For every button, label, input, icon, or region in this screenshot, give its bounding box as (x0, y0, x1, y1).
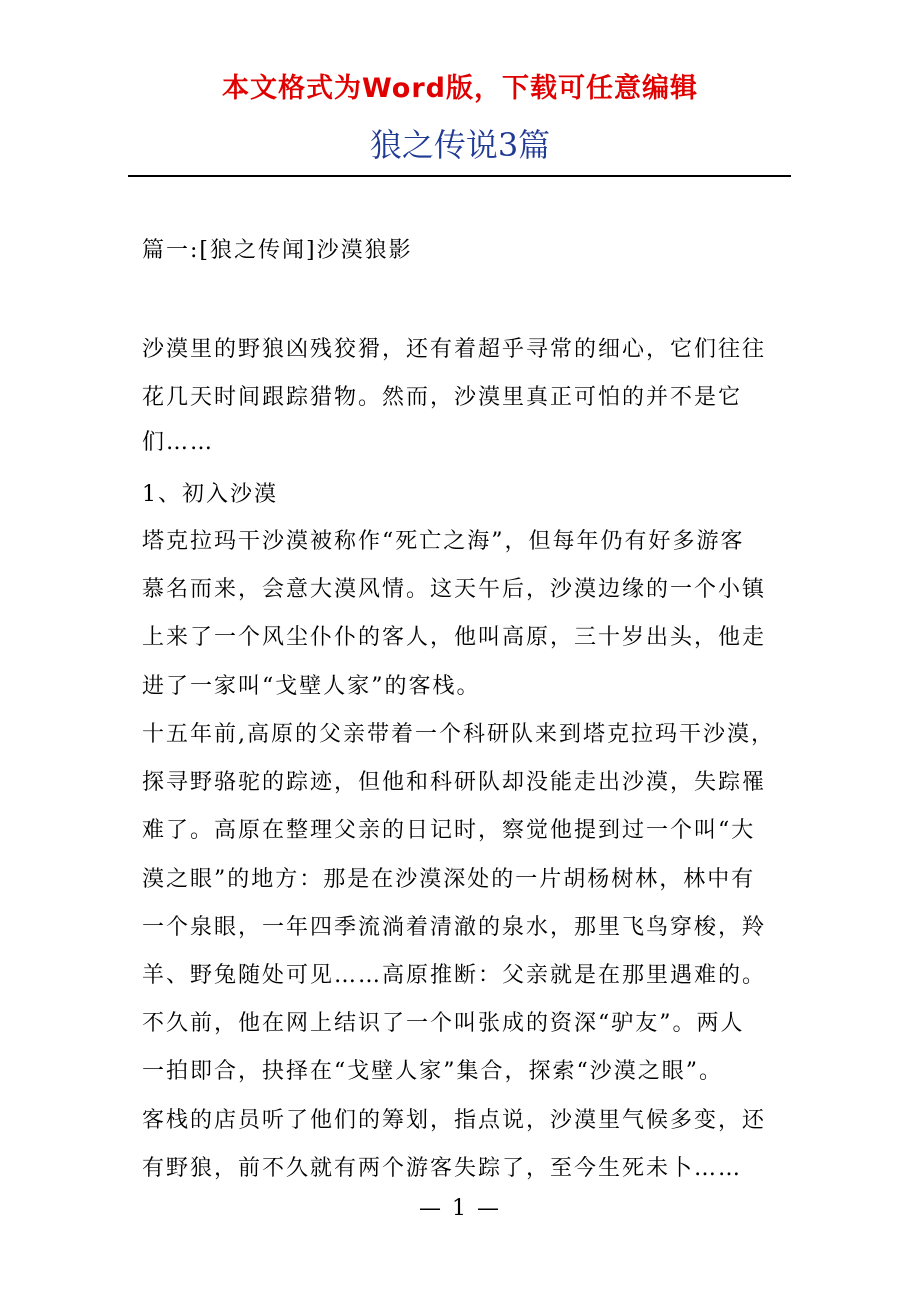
paragraph-line: 上来了一个风尘仆仆的客人，他叫高原，三十岁出头，他走 (142, 625, 767, 650)
paragraph-line: 一个泉眼，一年四季流淌着清澈的泉水，那里飞鸟穿梭，羚 (142, 915, 767, 940)
paragraph-line: 探寻野骆驼的踪迹，但他和科研队却没能走出沙漠，失踪罹 (142, 770, 767, 795)
paragraph-line: 进了一家叫“戈壁人家”的客栈。 (142, 674, 481, 699)
format-notice: 本文格式为Word版，下载可任意编辑 (221, 73, 698, 104)
section-heading: 篇一:[狼之传闻]沙漠狼影 (142, 238, 413, 263)
paragraph-line: 不久前，他在网上结识了一个叫张成的资深“驴友”。两人 (142, 1011, 745, 1036)
paragraph-line: 一拍即合，抉择在“戈壁人家”集合，探索“沙漠之眼”。 (142, 1059, 723, 1084)
paragraph-line: 花几天时间跟踪猎物。然而，沙漠里真正可怕的并不是它 (142, 385, 743, 410)
paragraph-line: 塔克拉玛干沙漠被称作“死亡之海”，但每年仍有好多游客 (142, 529, 745, 554)
paragraph-line: 沙漠里的野狼凶残狡猾，还有着超乎寻常的细心，它们往往 (142, 337, 767, 362)
paragraph-line: 难了。高原在整理父亲的日记时，察觉他提到过一个叫“大 (142, 818, 756, 843)
page-number: — 1 — (419, 1196, 501, 1221)
paragraph-line: 羊、野兔随处可见……高原推断：父亲就是在那里遇难的。 (142, 963, 767, 988)
paragraph-line: 漠之眼”的地方：那是在沙漠深处的一片胡杨树林，林中有 (142, 867, 756, 892)
header-divider (128, 175, 791, 177)
paragraph-line: 们…… (142, 430, 215, 455)
paragraph-line: 有野狼，前不久就有两个游客失踪了，至今生死未卜…… (142, 1156, 743, 1181)
paragraph-line: 客栈的店员听了他们的筹划，指点说，沙漠里气候多变，还 (142, 1108, 767, 1133)
document-title: 狼之传说3篇 (369, 126, 551, 164)
paragraph-line: 十五年前,高原的父亲带着一个科研队来到塔克拉玛干沙漠， (142, 722, 775, 747)
paragraph-line: 慕名而来，会意大漠风情。这天午后，沙漠边缘的一个小镇 (142, 577, 767, 602)
subheading: 1、初入沙漠 (142, 482, 278, 507)
